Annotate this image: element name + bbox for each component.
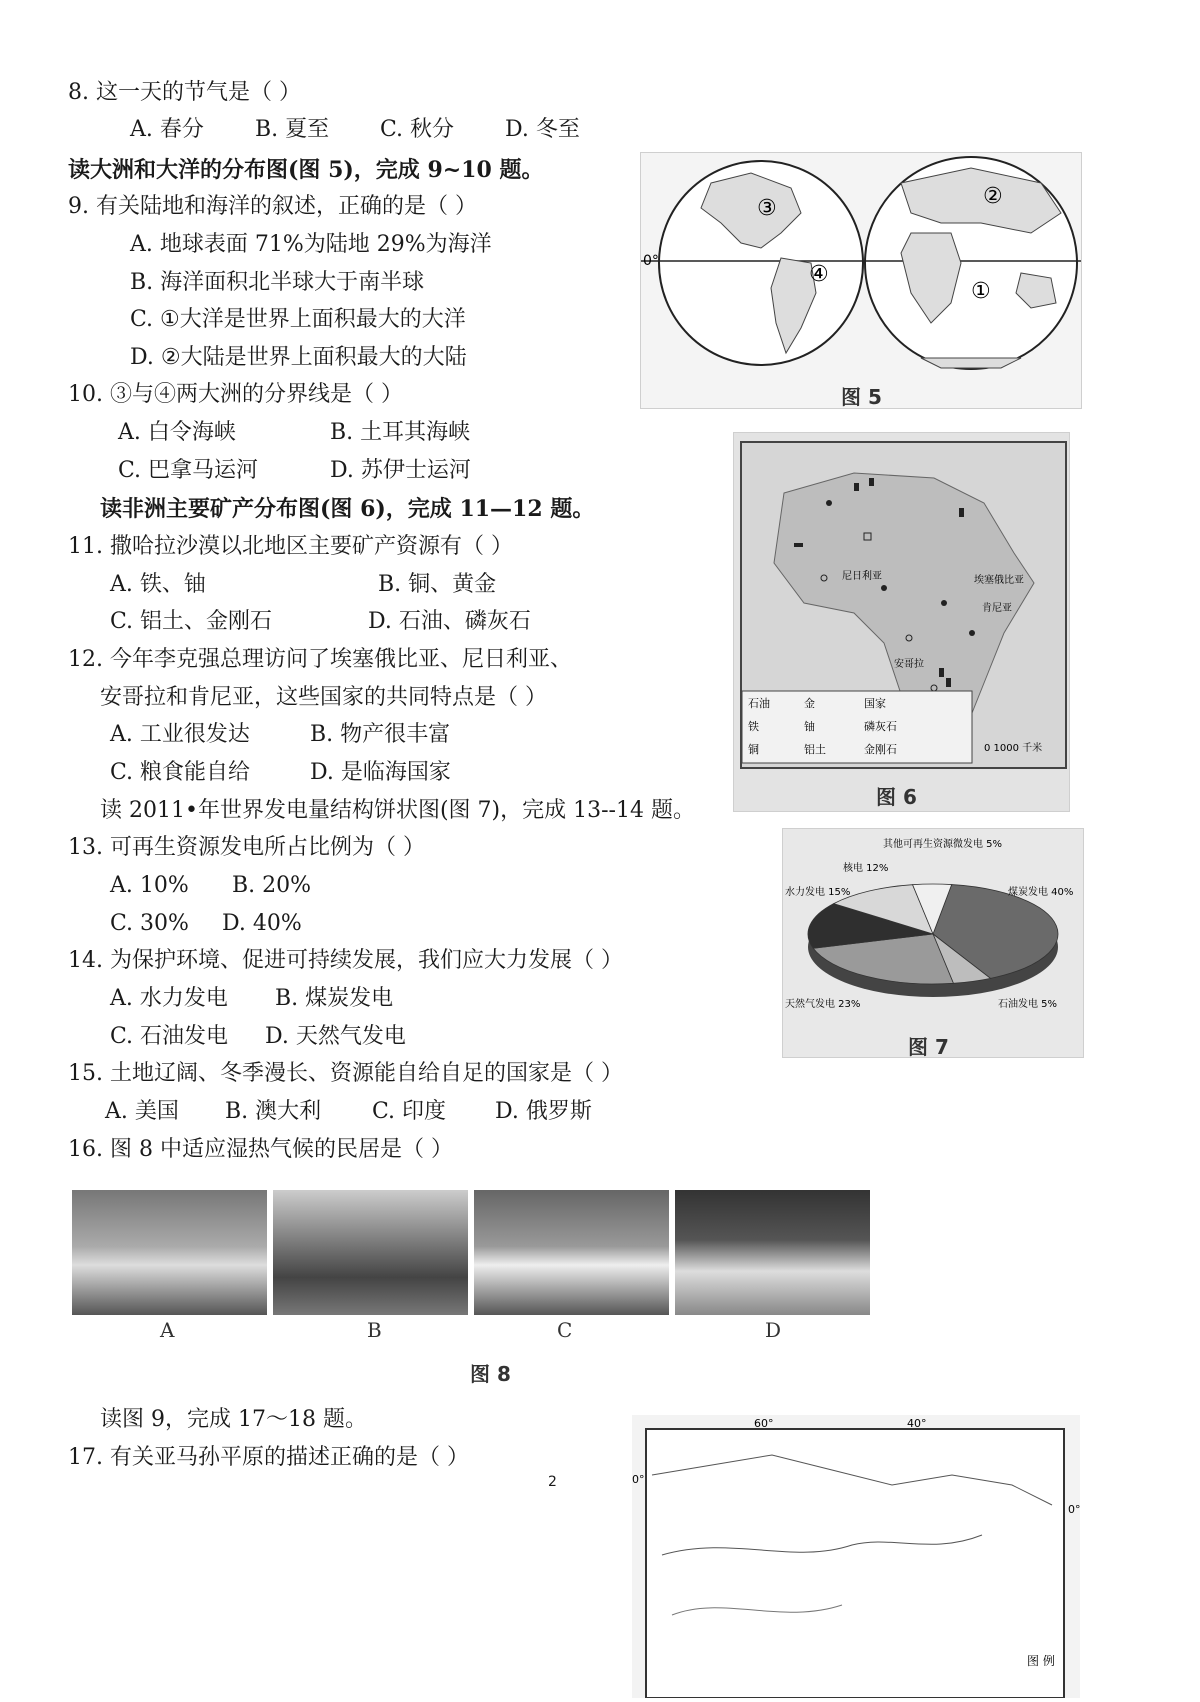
q13-option-d: D. 40% (222, 911, 302, 936)
legend-iron: 铁 (748, 720, 759, 733)
pie-label-gas: 天然气发电 23% (785, 999, 861, 1010)
world-map-hemispheres (641, 153, 1081, 408)
photo-c (474, 1190, 669, 1315)
legend-bauxite: 铝土 (804, 743, 826, 756)
q14-option-d: D. 天然气发电 (265, 1024, 406, 1049)
page-number: 2 (548, 1474, 557, 1490)
legend-oil: 石油 (748, 697, 770, 710)
place-nigeria: 尼日利亚 (842, 571, 882, 582)
q9-option-b: B. 海洋面积北半球大于南半球 (130, 270, 425, 295)
q17-stem: 17. 有关亚马孙平原的描述正确的是（ ） (68, 1445, 469, 1470)
intro-fig9: 读图 9，完成 17～18 题。 (100, 1407, 367, 1432)
pie-label-other: 其他可再生资源微发电 5% (883, 839, 1003, 850)
q15-option-a: A. 美国 (105, 1099, 179, 1124)
q13-stem: 13. 可再生资源发电所占比例为（ ） (68, 835, 425, 860)
figure-7 (782, 828, 1084, 1058)
power-pie-chart (783, 829, 1083, 1029)
q13-option-c: C. 30% (110, 911, 189, 936)
q13-option-b: B. 20% (232, 873, 312, 898)
q10-option-a: A. 白令海峡 (118, 420, 236, 445)
q15-option-d: D. 俄罗斯 (495, 1099, 592, 1124)
photo-label-a: A (160, 1318, 175, 1342)
q11-option-c: C. 铝土、金刚石 (110, 609, 273, 634)
q11-option-b: B. 铜、黄金 (378, 572, 497, 597)
equator-label: 0° (643, 253, 659, 269)
q15-option-b: B. 澳大利 (225, 1099, 322, 1124)
q12-stem-2: 安哥拉和肯尼亚，这些国家的共同特点是（ ） (100, 685, 547, 710)
legend-diamond: 金刚石 (864, 743, 897, 756)
lat-0-right: 0° (1068, 1503, 1080, 1516)
q12-option-d: D. 是临海国家 (310, 760, 451, 785)
q10-stem: 10. ③与④两大洲的分界线是（ ） (68, 382, 403, 407)
photo-b (273, 1190, 468, 1315)
lon-60: 60° (754, 1417, 774, 1430)
photo-a (72, 1190, 267, 1315)
q12-stem: 12. 今年李克强总理访问了埃塞俄比亚、尼日利亚、 (68, 647, 572, 672)
q9-option-d: D. ②大陆是世界上面积最大的大陆 (130, 345, 467, 370)
q8-option-d: D. 冬至 (505, 117, 580, 142)
q8-option-a: A. 春分 (130, 117, 204, 142)
pie-label-hydro: 水力发电 15% (785, 887, 851, 898)
q12-option-c: C. 粮食能自给 (110, 760, 251, 785)
q11-option-d: D. 石油、磷灰石 (368, 609, 531, 634)
q8-stem: 8. 这一天的节气是（ ） (68, 80, 301, 105)
legend-gold: 金 (804, 697, 815, 710)
q9-option-a: A. 地球表面 71%为陆地 29%为海洋 (130, 232, 492, 257)
label-3: ③ (757, 196, 777, 221)
pie-label-oil: 石油发电 5% (998, 999, 1058, 1010)
photo-label-b: B (367, 1318, 382, 1342)
figure-7-caption: 图 7 (908, 1035, 949, 1059)
intro-fig5: 读大洲和大洋的分布图(图 5)，完成 9~10 题。 (68, 157, 544, 183)
intro-fig7: 读 2011•年世界发电量结构饼状图(图 7)，完成 13--14 题。 (100, 798, 695, 823)
figure-5 (640, 152, 1082, 409)
q10-option-d: D. 苏伊士运河 (330, 458, 471, 483)
map-legend: 图 例 (1027, 1654, 1055, 1668)
q14-stem: 14. 为保护环境、促进可持续发展，我们应大力发展（ ） (68, 948, 623, 973)
q11-stem: 11. 撒哈拉沙漠以北地区主要矿产资源有（ ） (68, 534, 513, 559)
q9-stem: 9. 有关陆地和海洋的叙述，正确的是（ ） (68, 194, 477, 219)
q15-option-c: C. 印度 (372, 1099, 447, 1124)
photo-label-c: C (557, 1318, 573, 1342)
label-1: ① (971, 279, 991, 304)
q11-option-a: A. 铁、铀 (110, 572, 206, 597)
pie-label-nuclear: 核电 12% (843, 863, 889, 874)
intro-fig6: 读非洲主要矿产分布图(图 6)，完成 11—12 题。 (100, 496, 595, 522)
label-2: ② (983, 184, 1003, 209)
q9-option-c: C. ①大洋是世界上面积最大的大洋 (130, 307, 466, 332)
lon-40: 40° (907, 1417, 927, 1430)
place-ethiopia: 埃塞俄比亚 (974, 575, 1024, 586)
figure-5-caption: 图 5 (841, 385, 882, 409)
q12-option-a: A. 工业很发达 (110, 722, 250, 747)
map-scale: 0 1000 千米 (984, 743, 1043, 754)
photo-d (675, 1190, 870, 1315)
q12-option-b: B. 物产很丰富 (310, 722, 451, 747)
place-kenya: 肯尼亚 (982, 603, 1012, 614)
legend-country: 国家 (864, 697, 886, 710)
africa-map (734, 433, 1069, 773)
q16-stem: 16. 图 8 中适应湿热气候的民居是（ ） (68, 1137, 453, 1162)
legend-phosphate: 磷灰石 (864, 720, 897, 733)
q8-option-c: C. 秋分 (380, 117, 455, 142)
figure-6-caption: 图 6 (876, 785, 917, 809)
q14-option-c: C. 石油发电 (110, 1024, 229, 1049)
q8-option-b: B. 夏至 (255, 117, 330, 142)
q13-option-a: A. 10% (110, 873, 189, 898)
legend-copper: 铜 (748, 743, 759, 756)
q10-option-b: B. 土耳其海峡 (330, 420, 471, 445)
q14-option-a: A. 水力发电 (110, 986, 228, 1011)
q14-option-b: B. 煤炭发电 (275, 986, 394, 1011)
figure-9 (632, 1415, 1080, 1698)
amazon-map (632, 1415, 1080, 1698)
legend-uranium: 铀 (804, 720, 815, 733)
photo-label-d: D (765, 1318, 782, 1342)
figure-8-caption: 图 8 (470, 1362, 511, 1386)
q10-option-c: C. 巴拿马运河 (118, 458, 259, 483)
figure-6 (733, 432, 1070, 812)
label-4: ④ (809, 262, 829, 287)
pie-label-coal: 煤炭发电 40% (1008, 887, 1074, 898)
q15-stem: 15. 土地辽阔、冬季漫长、资源能自给自足的国家是（ ） (68, 1061, 623, 1086)
lat-0-left: 0° (632, 1473, 645, 1486)
place-angola: 安哥拉 (894, 659, 924, 670)
